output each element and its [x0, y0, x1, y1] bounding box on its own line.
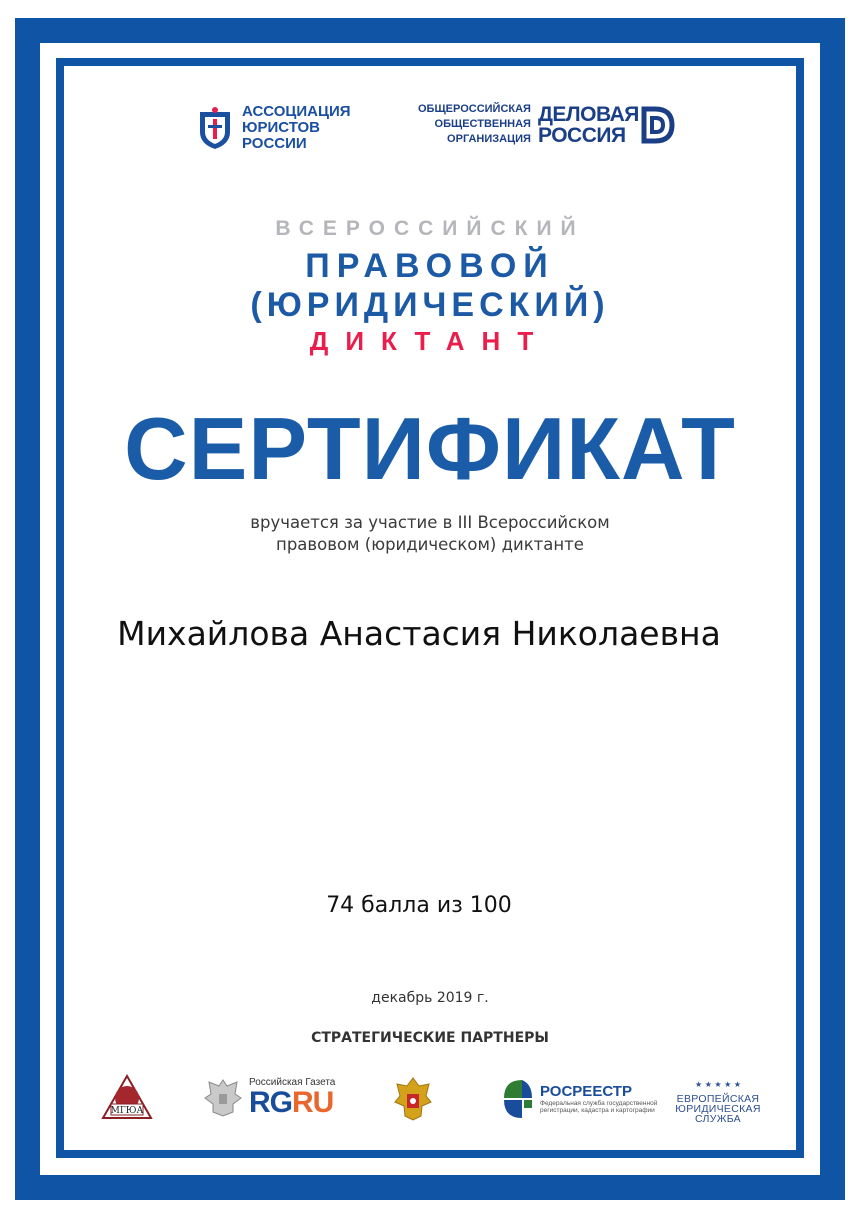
euro-line2: ЮРИДИЧЕСКАЯ — [675, 1103, 761, 1115]
rosreestr-desc: Федеральная служба государственной регистрации, кадастра и картографии — [540, 1099, 658, 1114]
dr-small2: ОБЩЕСТВЕННАЯ — [434, 118, 531, 130]
eagle-emblem-icon — [203, 1076, 243, 1118]
rg-logo — [203, 1076, 335, 1118]
dr-small3: ОРГАНИЗАЦИЯ — [447, 133, 531, 145]
euro-line3: СЛУЖБА — [695, 1113, 741, 1125]
alr-line1: АССОЦИАЦИЯ — [242, 103, 351, 120]
d-letter-icon — [641, 105, 675, 145]
rosreestr-title: РОСРЕЕСТР — [540, 1082, 632, 1100]
rosreestr-logo-icon — [500, 1076, 534, 1120]
euro-line1: ЕВРОПЕЙСКАЯ — [676, 1093, 760, 1105]
subtitle-line2: правовом (юридическом) диктанте — [276, 535, 584, 554]
alr-logo — [196, 104, 351, 152]
subtitle-line1: вручается за участие в III Всероссийском — [250, 513, 610, 532]
recipient-name: Михайлова Анастасия Николаевна — [117, 614, 721, 653]
certificate-subtitle — [0, 512, 860, 556]
alr-line2: ЮРИСТОВ — [242, 119, 321, 136]
stars-arc-icon — [688, 1079, 748, 1089]
dr-big1: ДЕЛОВАЯ — [537, 102, 639, 126]
score-text: 74 балла из 100 — [326, 893, 512, 918]
issue-date: декабрь 2019 г. — [371, 990, 489, 1006]
dr-logo — [418, 102, 675, 147]
svg-text:★ ★ ★ ★ ★: ★ ★ ★ ★ ★ — [694, 1080, 742, 1089]
dr-small1: ОБЩЕРОССИЙСКАЯ — [418, 103, 531, 115]
ministry-emblem-icon — [393, 1076, 433, 1122]
mgua-logo-text: МГЮА — [110, 1106, 144, 1116]
certificate-title: СЕРТИФИКАТ — [124, 399, 736, 498]
dictation-line2: ПРАВОВОЙ — [305, 247, 555, 285]
rosreestr-logo — [500, 1076, 658, 1120]
dictation-line1: ВСЕРОССИЙСКИЙ — [275, 217, 585, 240]
dictation-line4: ДИКТАНТ — [309, 326, 551, 356]
emblem-icon — [196, 106, 234, 150]
dr-big2: РОССИЯ — [537, 123, 626, 147]
euro-logo — [668, 1076, 768, 1124]
rg-big-ru: RU — [292, 1085, 334, 1119]
mgua-logo-icon — [101, 1074, 153, 1120]
rg-big-rg: RG — [249, 1085, 292, 1119]
alr-line3: РОССИИ — [242, 135, 307, 152]
dictation-line3: (ЮРИДИЧЕСКИЙ) — [250, 286, 610, 324]
partners-heading: СТРАТЕГИЧЕСКИЕ ПАРТНЕРЫ — [311, 1030, 549, 1046]
rg-small-text: Российская Газета — [249, 1076, 336, 1088]
